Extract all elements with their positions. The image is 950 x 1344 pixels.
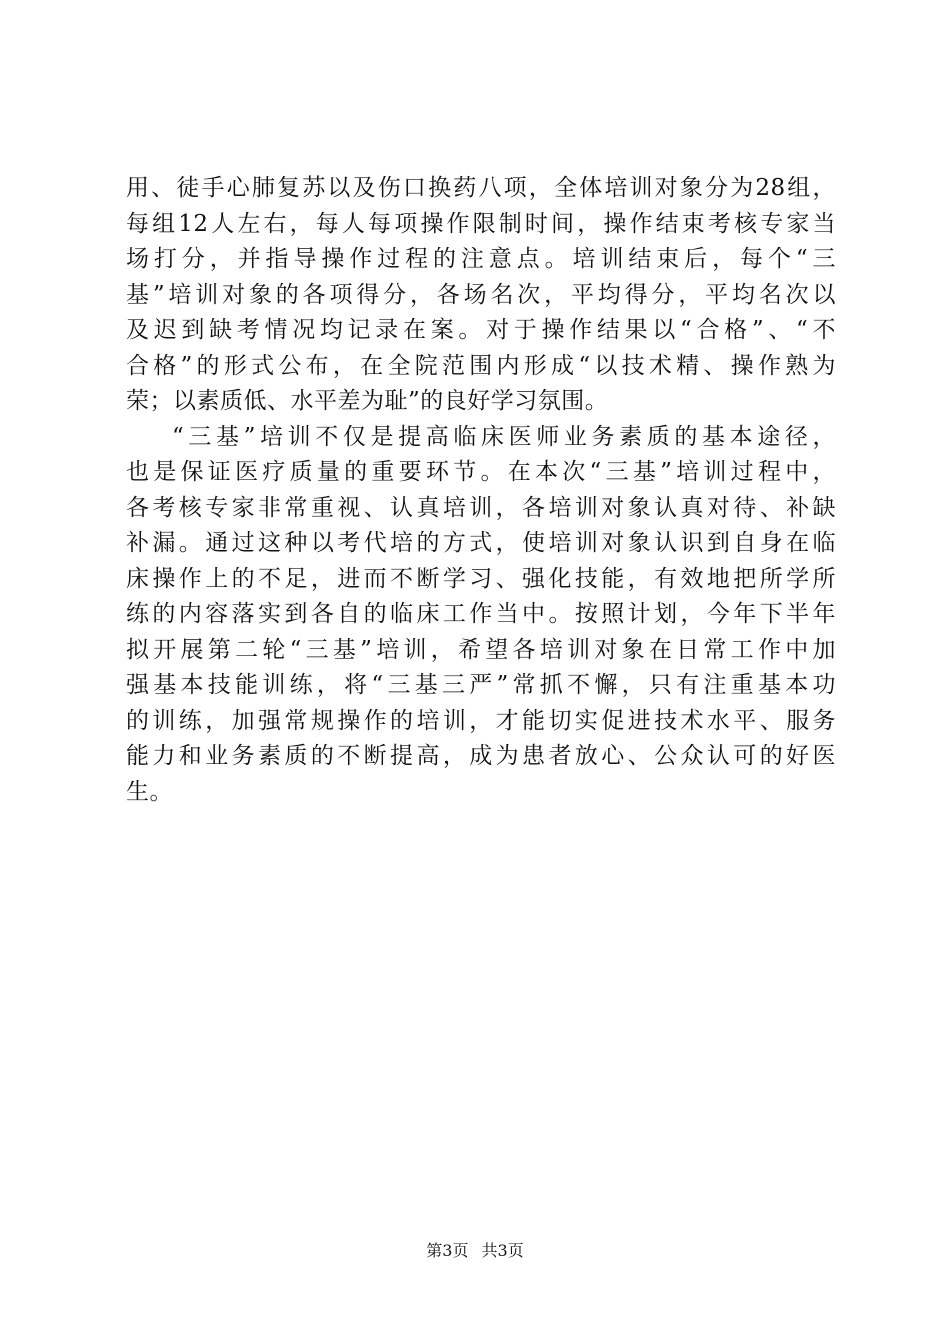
text-line: 也是保证医疗质量的重要环节。在本次“三基”培训过程中，	[126, 459, 836, 485]
text-line: 拟开展第二轮“三基”培训，希望各培训对象在日常工作中加	[126, 636, 836, 663]
document-body	[126, 171, 836, 810]
text-line: “三基”培训不仅是提高临床医师业务素质的基本途径，	[172, 423, 836, 450]
text-line: 强基本技能训练，将“三基三严”常抓不懈，只有注重基本功	[126, 672, 836, 698]
text-line: 能力和业务素质的不断提高，成为患者放心、公众认可的好医	[126, 743, 836, 769]
page-footer	[0, 1241, 950, 1261]
text-line: 每组12人左右，每人每项操作限制时间，操作结束考核专家当	[126, 210, 836, 237]
text-line: 场打分，并指导操作过程的注意点。培训结束后，每个“三	[126, 246, 836, 272]
text-line: 床操作上的不足，进而不断学习、强化技能，有效地把所学所	[126, 565, 836, 592]
paragraph-2	[126, 420, 836, 811]
text-line: 各考核专家非常重视、认真培训，各培训对象认真对待、补缺	[126, 494, 836, 521]
text-line: 的训练，加强常规操作的培训，才能切实促进技术水平、服务	[126, 707, 836, 734]
text-line: 及迟到缺考情况均记录在案。对于操作结果以“合格”、“不	[126, 317, 836, 343]
text-line: 用、徒手心肺复苏以及伤口换药八项，全体培训对象分为28组，	[126, 175, 836, 201]
paragraph-1	[126, 171, 836, 420]
text-line: 基”培训对象的各项得分，各场名次，平均得分，平均名次以	[126, 281, 836, 308]
text-line: 合格”的形式公布，在全院范围内形成“以技术精、操作熟为	[126, 352, 836, 379]
text-line: 练的内容落实到各自的临床工作当中。按照计划，今年下半年	[126, 601, 836, 627]
page-number-total: 共3页	[481, 1241, 524, 1260]
page-number-current: 第3页	[426, 1241, 469, 1260]
text-line: 荣；以素质低、水平差为耻”的良好学习氛围。	[126, 388, 609, 414]
text-line: 补漏。通过这种以考代培的方式，使培训对象认识到自身在临	[126, 530, 836, 556]
text-line: 生。	[126, 778, 173, 805]
